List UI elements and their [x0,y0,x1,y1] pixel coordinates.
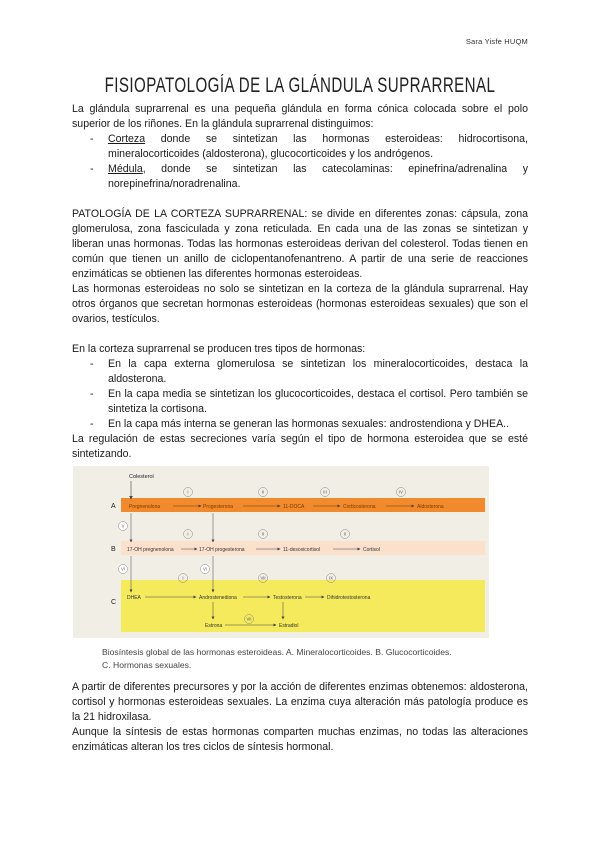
hormone-types-list [72,357,528,432]
row-c-compound: Testosterona [273,595,302,601]
list-item: - En la capa más interna se generan las hormonas sexuales: androstendiona y DHEA.. [72,417,528,432]
enzyme-marker [201,565,210,574]
enzyme-label: VII [260,575,266,581]
enzyme-label: VI [121,566,125,572]
enzyme-marker [259,488,268,497]
row-c-compound: Dihidrotestosterona [327,595,371,601]
enzyme-label: I [182,575,184,581]
enzyme-marker [259,530,268,539]
adrenal-parts-list [72,132,528,192]
biosynthesis-diagram [73,466,489,638]
term-medula: Médula [108,163,143,175]
intro-paragraph: La glándula suprarrenal es una pequeña glándula en forma cónica colocada sobre el polo superior de los riñones. En la glándula suprarrenal distinguimos: [72,103,528,130]
row-b-compound: 17-OH pregnenolona [127,547,174,553]
enzyme-label: III [323,489,327,495]
pathology-paragraph-2: Las hormonas esteroideas no solo se sintetizan en la corteza de la glándula suprarrenal. Hay otros órganos que secretan hormonas esteroideas (hormonas esteroideas sexuales) que son el ovarios, testículos. [72,283,528,325]
enzyme-marker [397,488,406,497]
enzyme-label: VI [203,566,207,572]
enzyme-marker [119,565,128,574]
row-a-compound: Aldosterona [417,504,444,510]
enzyme-marker [341,530,350,539]
row-b-compound: Cortisol [363,547,380,553]
row-c-compound: DHEA [127,595,141,601]
list-item [72,162,528,192]
row-a-compound: 11-DOCA [283,504,305,510]
row-c-compound: Androstenediona [199,595,237,601]
enzyme-marker [321,488,330,497]
row-c-compound: Estradiol [279,623,299,629]
row-b-compound: 11-desoxicortisol [283,547,321,553]
regulation-paragraph: La regulación de estas secreciones varía según el tipo de hormona esteroidea que se esté sintetizando. [72,433,528,460]
enzyme-label: II [343,531,347,537]
conclusion-paragraph: A partir de diferentes precursores y por la acción de diferentes enzimas obtenemos: aldosterona, cortisol y hormonas esteroideas sexuales. La enzima cuya alteración más patología produce es la 21 hidroxilasa. [72,681,528,723]
enzyme-label: II [261,531,265,537]
enzyme-label: I [187,489,189,495]
enzyme-marker [184,530,193,539]
hormone-types-intro: En la corteza suprarrenal se producen tres tipos de hormonas: [72,343,366,355]
document-body [72,102,528,755]
enzyme-label: V [121,523,125,529]
list-item: - En la capa media se sintetizan los glucocorticoides, destaca el cortisol. Pero también se sintetiza la cortisona. [72,387,528,417]
row-label-a: A [111,503,116,510]
list-item-text: donde se sintetizan las hormonas esteroideas: hidrocortisona, mineralocorticoides (aldosterona), glucocorticoides y los andrógenos. [108,133,528,160]
pathology-paragraph: PATOLOGÍA DE LA CORTEZA SUPRARRENAL: se divide en diferentes zonas: cápsula, zona glomerulosa, zona fasciculada y zona reticulada. En cada una de las zonas se sintetizan y liberan unas hormonas. Todas las hormonas esteroideas derivan del colesterol. Todas tienen en común que tienen un anillo de ciclopentanofenantreno. A partir de una serie de reacciones enzimáticas se obtienen las diferentes hormonas esteroideas. [72,208,528,280]
enzyme-label: IV [399,489,403,495]
caption-line: Biosíntesis global de las hormonas esteroideas. A. Mineralocorticoides. B. Glucocorticoides. [102,647,452,657]
enzyme-label: II [261,489,265,495]
row-label-c: C [111,599,117,606]
enzyme-label: I [187,531,189,537]
list-item-text: , donde se sintetizan las catecolaminas: epinefrina/adrenalina y norepinefrina/noradrenalina. [108,163,528,190]
enzyme-marker [184,488,193,497]
enzyme-label: VII [246,616,252,622]
caption-line: C. Hormonas sexuales. [102,660,192,670]
enzyme-marker [119,522,128,531]
steroid-biosynthesis-figure [73,466,489,638]
row-b-compound: 17-OH progesterona [199,547,245,553]
conclusion-paragraph-2: Aunque la síntesis de estas hormonas comparten muchas enzimas, no todas las alteraciones enzimáticas alteran los tres ciclos de síntesis hormonal. [72,726,528,753]
author-name: Sara Yisfe HUQM [465,37,528,46]
band-c [121,580,485,632]
row-c-compound: Estrona [205,623,223,629]
row-label-b: B [111,546,116,553]
figure-caption [102,646,528,672]
row-a-compound: Progesterona [203,504,234,510]
row-a-compound: Corticosterona [343,504,376,510]
page-title: FISIOPATOLOGÍA DE LA GLÁNDULA SUPRARRENAL [104,74,496,97]
term-corteza: Corteza [108,133,146,145]
cholesterol-label: Colesterol [129,474,154,480]
enzyme-label: IX [329,575,333,581]
list-item [72,132,528,162]
row-a-compound: Pregnenolona [129,504,161,510]
list-item: - En la capa externa glomerulosa se sintetizan los mineralocorticoides, destaca la aldosterona. [72,357,528,387]
